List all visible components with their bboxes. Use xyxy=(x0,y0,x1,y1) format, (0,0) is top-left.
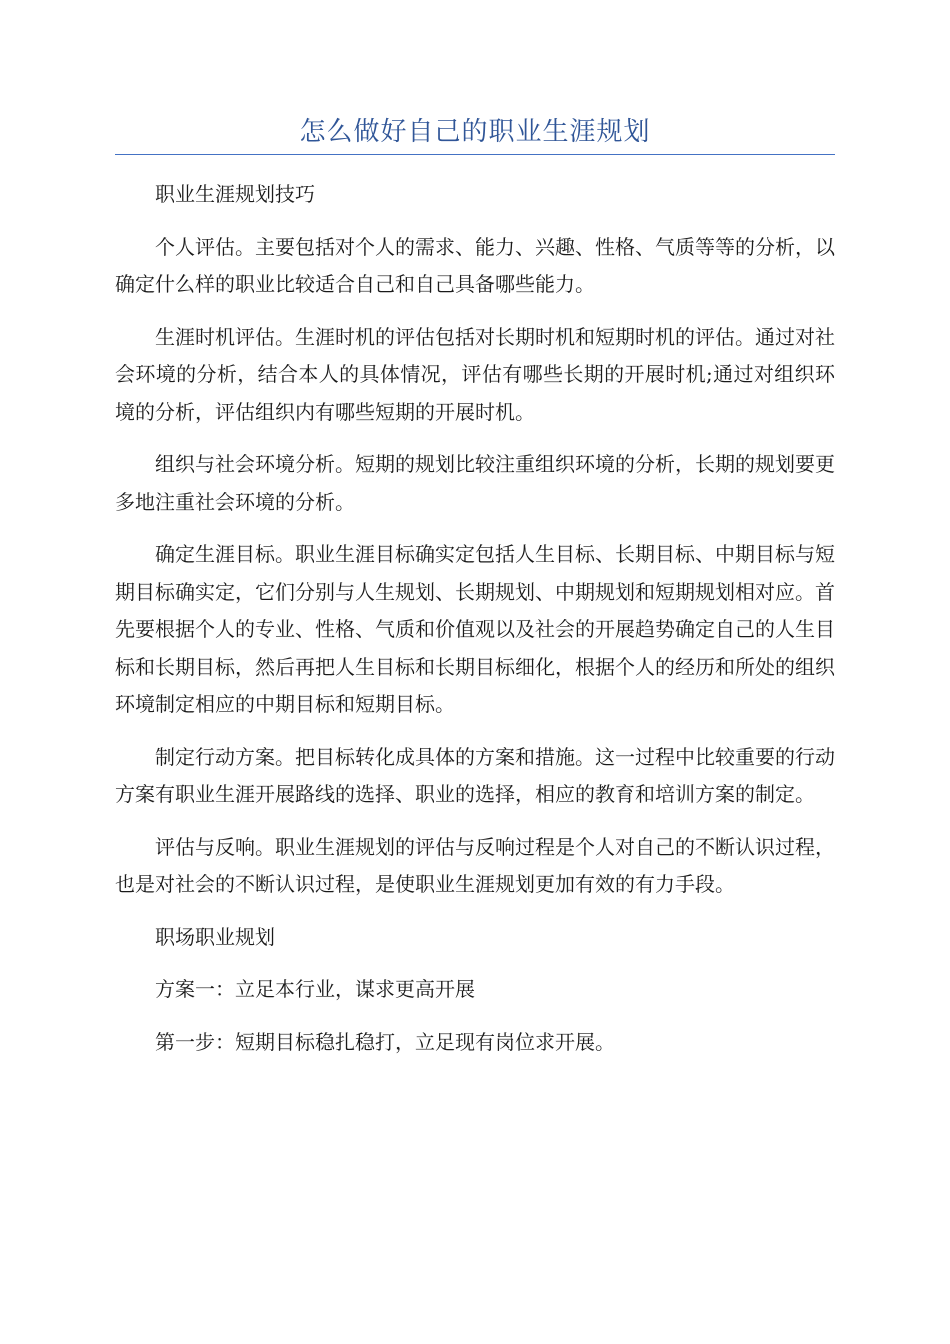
section-heading-workplace: 职场职业规划 xyxy=(155,924,275,949)
document-title: 怎么做好自己的职业生涯规划 xyxy=(299,117,651,147)
section-heading-tips: 职业生涯规划技巧 xyxy=(155,182,315,206)
paragraph-career-goals: 确定生涯目标。职业生涯目标确实定包括人生目标、长期目标、中期目标与短期目标确实定，它们分别与人生规划、长期规划、中期规划和短期规划相对应。首先要根据个人的专业、性格、气质和价值观以及社会的开展趋势确定自己的人生目标和长期目标，然后再把人生目标和长期目标细化，根据个人的经历和所处的组织环境制定相应的中期目标和短期目标。 xyxy=(115,542,835,716)
paragraph-environment-analysis: 组织与社会环境分析。短期的规划比较注重组织环境的分析，长期的规划要更多地注重社会环境的分析。 xyxy=(115,452,835,514)
paragraph-plan-one: 方案一：立足本行业，谋求更高开展 xyxy=(155,977,475,1001)
paragraph-evaluation-feedback: 评估与反响。职业生涯规划的评估与反响过程是个人对自己的不断认识过程，也是对社会的不断认识过程，是使职业生涯规划更加有效的有力手段。 xyxy=(115,834,835,896)
title-underline xyxy=(115,154,835,155)
paragraph-step-one: 第一步：短期目标稳扎稳打，立足现有岗位求开展。 xyxy=(155,1029,615,1054)
paragraph-personal-assessment: 个人评估。主要包括对个人的需求、能力、兴趣、性格、气质等等的分析，以确定什么样的职业比较适合自己和自己具备哪些能力。 xyxy=(115,234,835,296)
paragraph-career-timing: 生涯时机评估。生涯时机的评估包括对长期时机和短期时机的评估。通过对社会环境的分析，结合本人的具体情况，评估有哪些长期的开展时机;通过对组织环境的分析，评估组织内有哪些短期的开展时机。 xyxy=(115,324,835,424)
document-body xyxy=(115,176,835,1076)
paragraph-action-plan: 制定行动方案。把目标转化成具体的方案和措施。这一过程中比较重要的行动方案有职业生涯开展路线的选择、职业的选择，相应的教育和培训方案的制定。 xyxy=(115,744,835,806)
